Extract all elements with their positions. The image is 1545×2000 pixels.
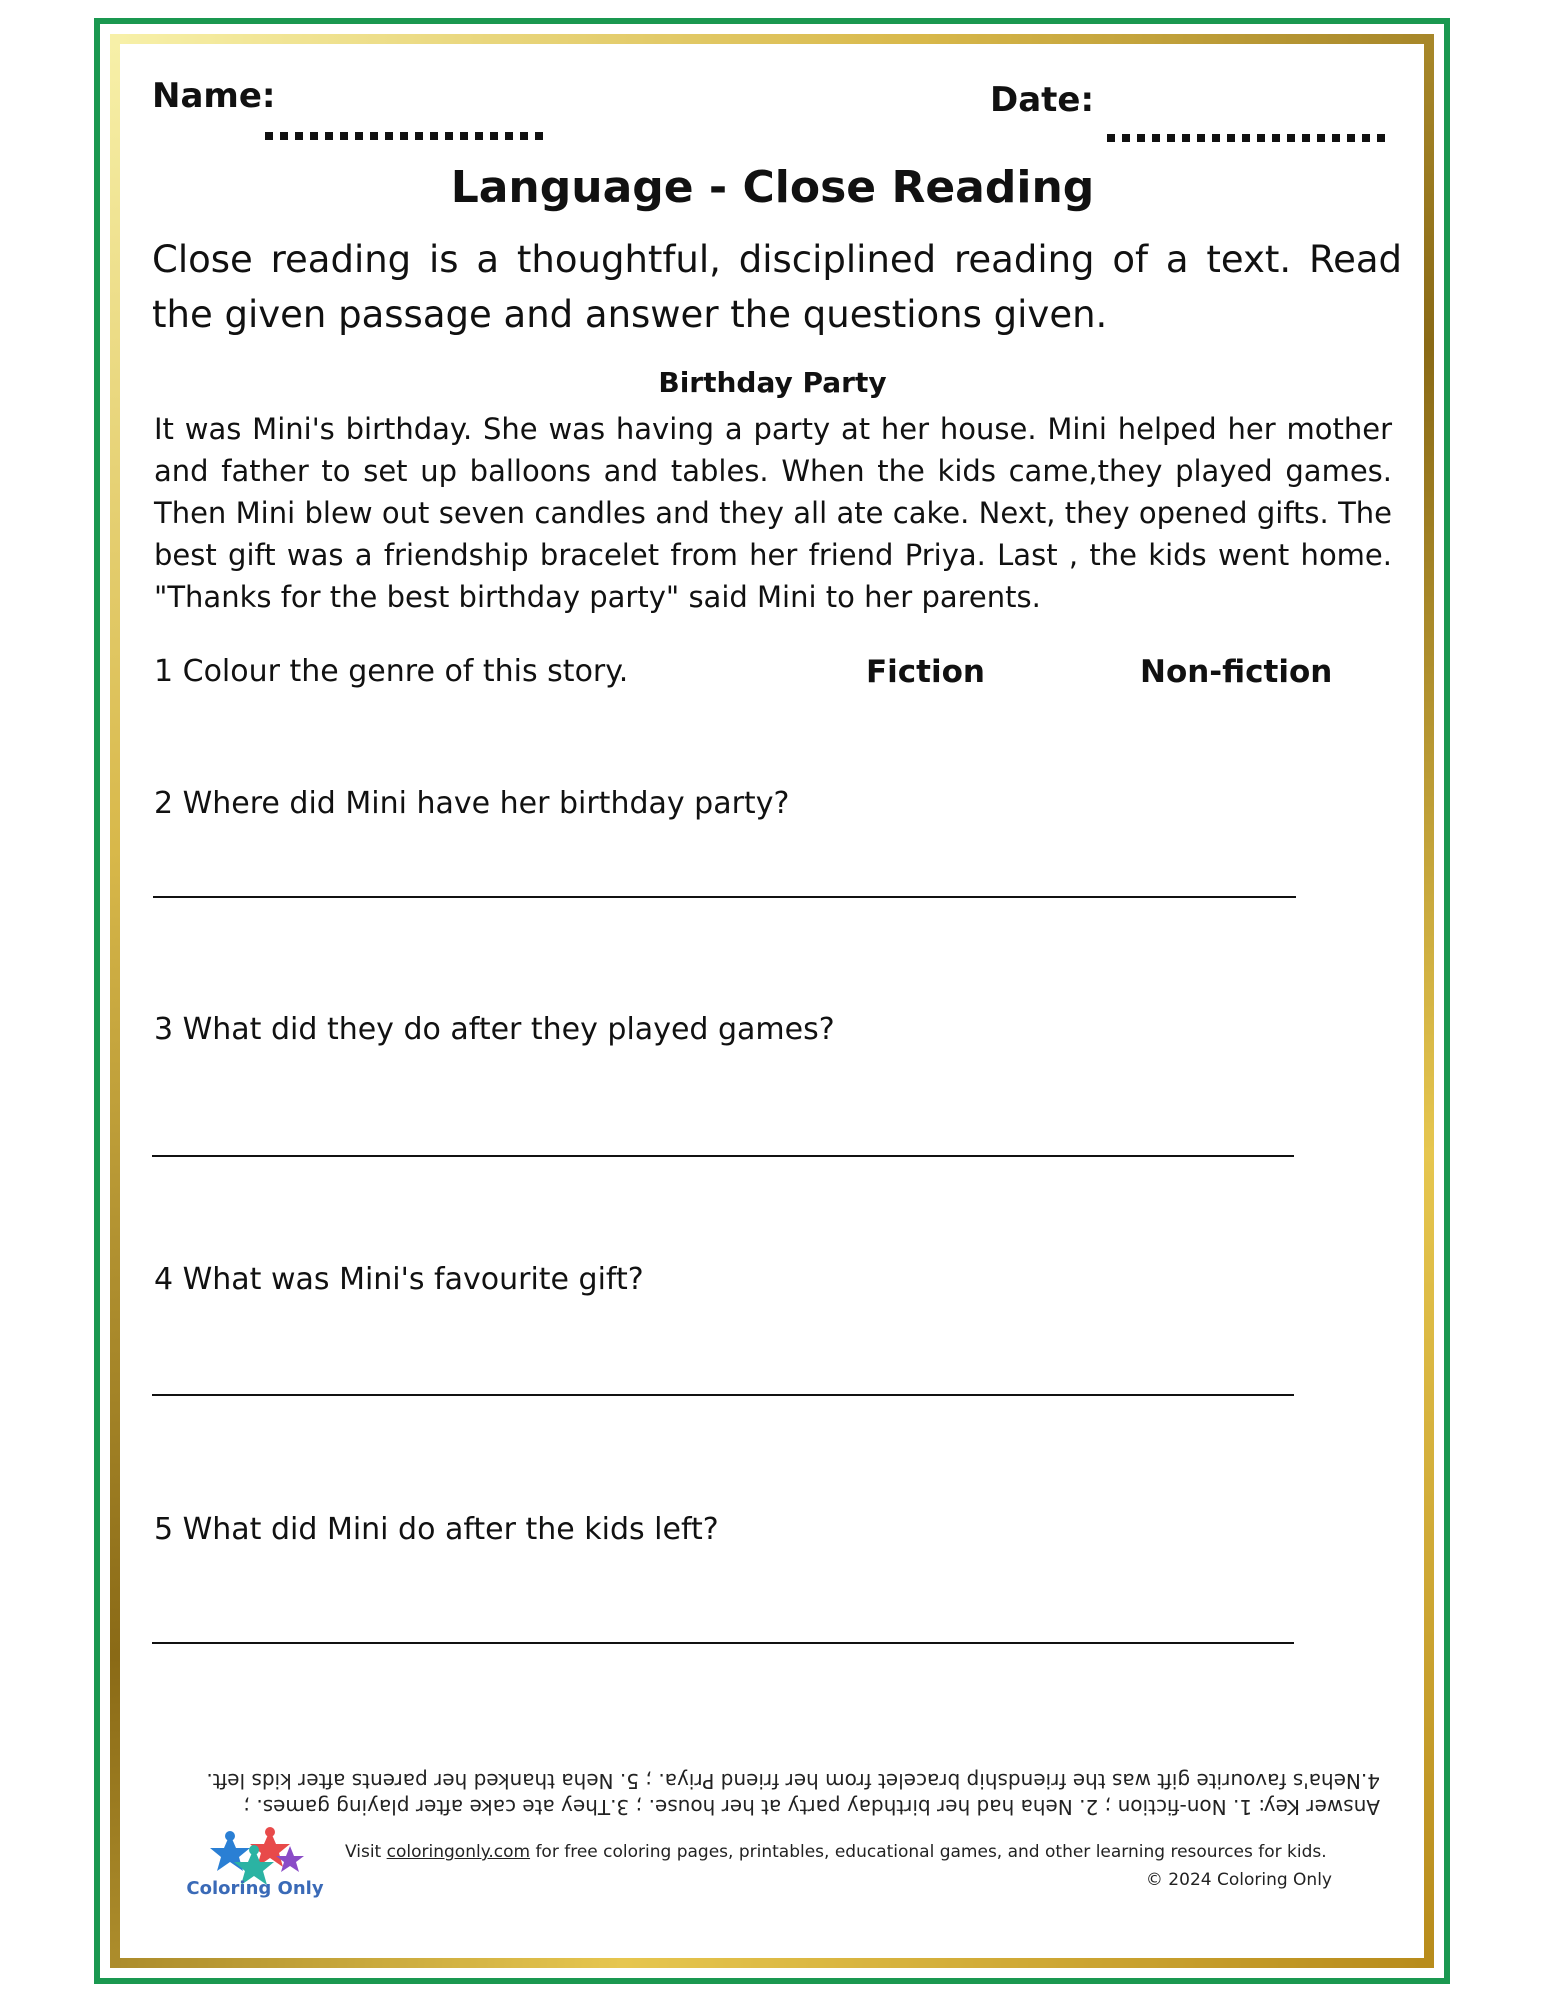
name-field-line[interactable] [265, 132, 550, 140]
name-label: Name: [152, 76, 276, 116]
question-1: 1 Colour the genre of this story. [154, 654, 629, 689]
option-fiction[interactable]: Fiction [866, 654, 985, 690]
story-title: Birthday Party [658, 366, 887, 399]
page-title: Language - Close Reading [450, 162, 1095, 213]
intro-text: Close reading is a thoughtful, disciplined reading of a text. Read the given passage and answer the questions given. [152, 238, 1402, 336]
date-label: Date: [990, 80, 1095, 120]
answer-line-3[interactable] [152, 1155, 1294, 1157]
answer-line-4[interactable] [152, 1394, 1294, 1396]
date-field-line[interactable] [1107, 134, 1392, 142]
option-non-fiction[interactable]: Non-fiction [1140, 654, 1333, 690]
copyright: © 2024 Coloring Only [1145, 1870, 1332, 1890]
question-4: 4 What was Mini's favourite gift? [154, 1262, 644, 1297]
answer-key: Answer Key: 1. Non-fiction ; 2. Neha had her birthday party at her house. ; 3.They ate cake after playing games. ; 4.Neha's favourite gift was the friendship bracelet from her friend Priya. ; 5. Neha thanked her parents after kids left. [206, 1769, 1380, 1819]
logo-text: Coloring Only [186, 1878, 324, 1899]
question-3: 3 What did they do after they played games? [154, 1012, 835, 1047]
answer-line-2[interactable] [153, 896, 1296, 898]
footer-visit-prefix: Visit [345, 1842, 387, 1862]
site-link[interactable]: coloringonly.com [386, 1842, 531, 1862]
question-2: 2 Where did Mini have her birthday party? [154, 786, 790, 821]
footer-visit-suffix: for free coloring pages, printables, educational games, and other learning resources for kids. [530, 1842, 1327, 1862]
answer-line-5[interactable] [152, 1642, 1294, 1644]
story-text: It was Mini's birthday. She was having a party at her house. Mini helped her mother and father to set up balloons and tables. When the kids came,they played games. Then Mini blew out seven candles and they all ate cake. Next, they opened gifts. The best gift was a friendship bracelet from her friend Priya. Last , the kids went home. "Thanks for the best birthday party" said Mini to her parents. [154, 412, 1392, 614]
footer-text [345, 1842, 1335, 1862]
question-5: 5 What did Mini do after the kids left? [154, 1512, 719, 1547]
